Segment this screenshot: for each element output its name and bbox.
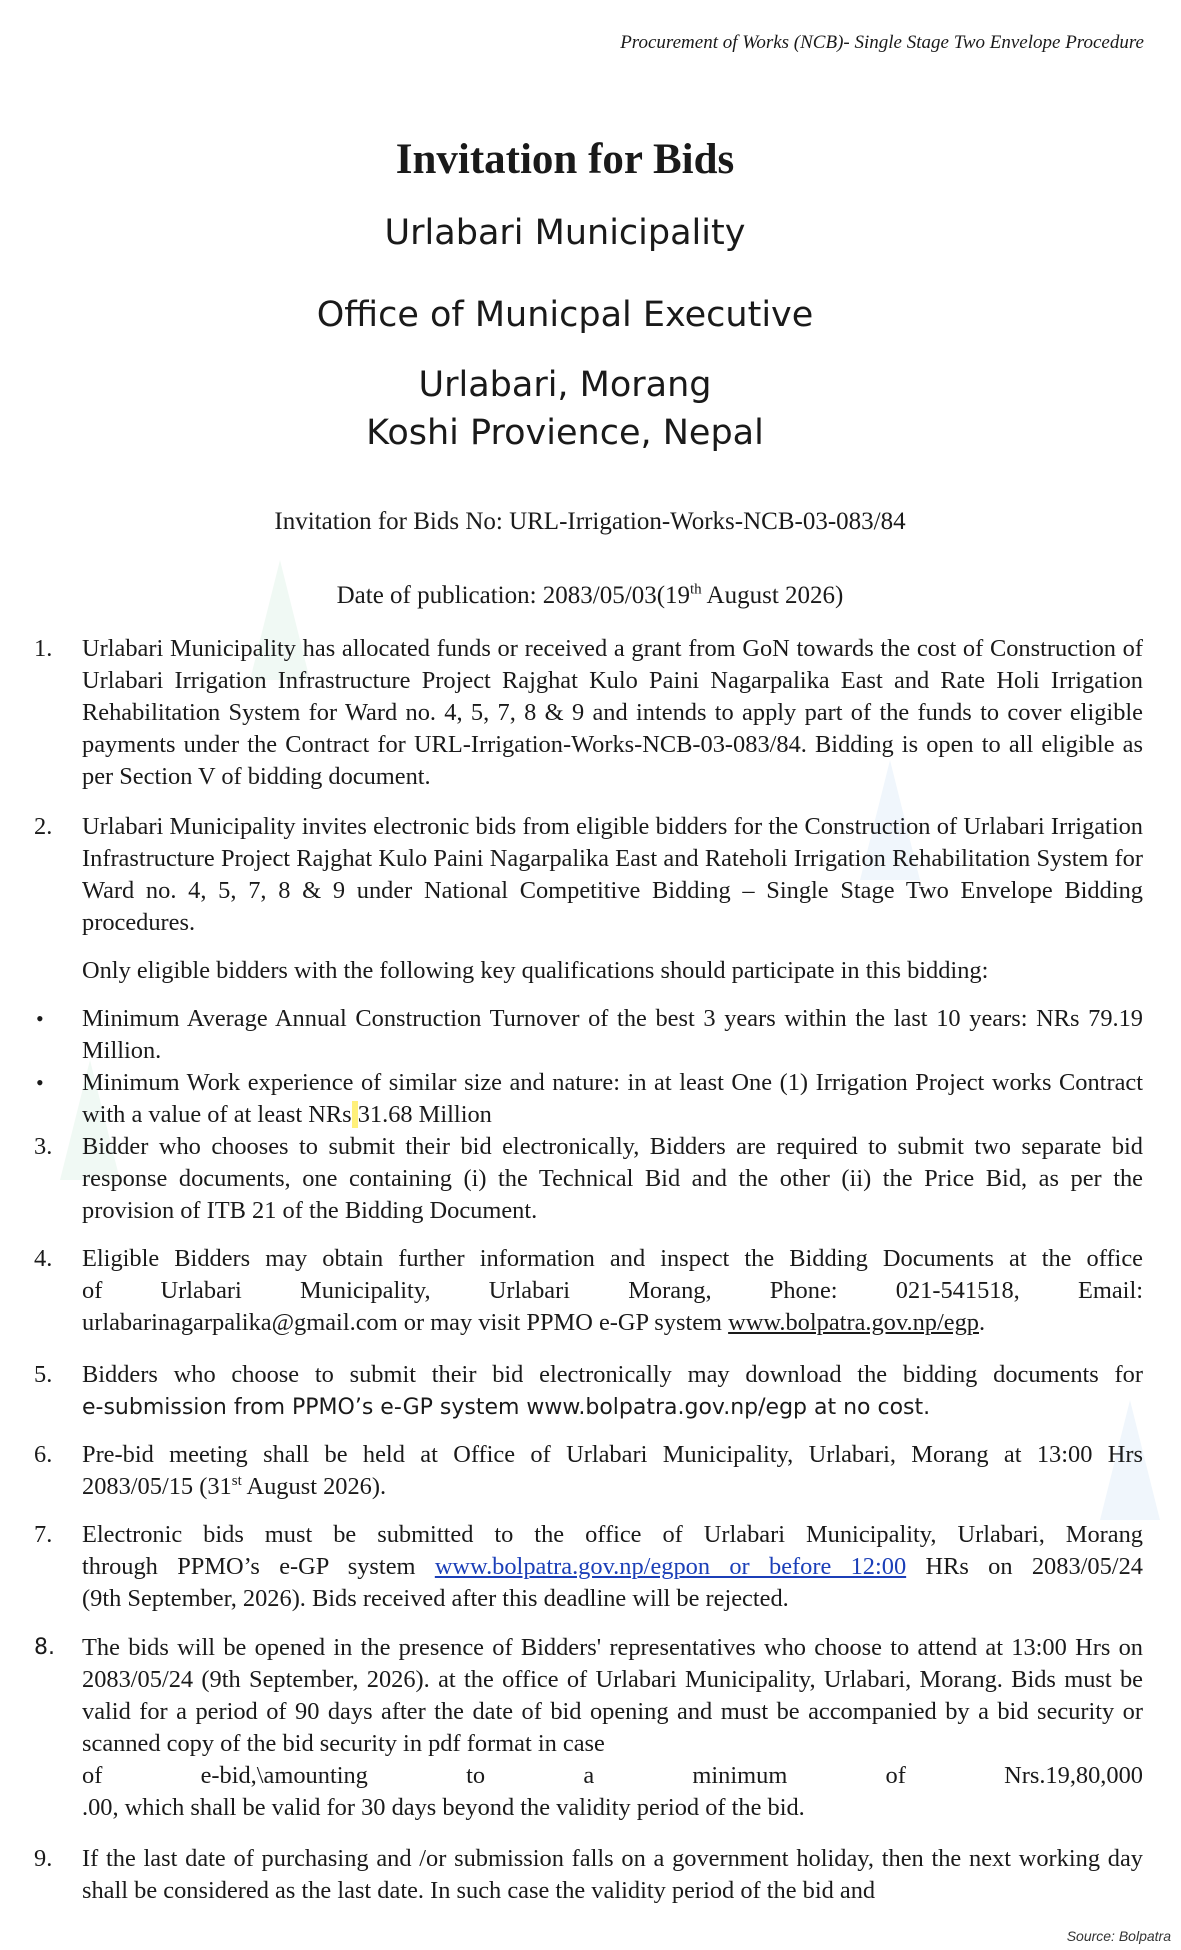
item-number: 7. — [34, 1521, 53, 1548]
item-9-text: If the last date of purchasing and /or submission falls on a government holiday, then the next working day shall be considered as the last date. In such case the validity period of the bid and — [82, 1845, 1143, 1904]
item-number: 9. — [34, 1845, 53, 1872]
ifb-number: Invitation for Bids No: URL-Irrigation-Works-NCB-03-083/84 — [274, 508, 906, 535]
item-number: 3. — [34, 1133, 53, 1160]
item-number: 1. — [34, 635, 53, 662]
item-number: 8. — [34, 1635, 55, 1660]
qualifications-intro: Only eligible bidders with the following key qualifications should participate in this bidding: — [82, 957, 989, 984]
item-6-text: Pre-bid meeting shall be held at Office of Urlabari Municipality, Urlabari, Morang at 13:00 Hrs 2083/05/15 (31st August 2026). — [82, 1441, 1143, 1500]
item-number: 5. — [34, 1361, 53, 1388]
item-number: 2. — [34, 813, 53, 840]
header-note: Procurement of Works (NCB)- Single Stage Two Envelope Procedure — [620, 32, 1144, 53]
egp-link[interactable]: www.bolpatra.gov.np/egp — [728, 1309, 979, 1336]
qualification-turnover: Minimum Average Annual Construction Turnover of the best 3 years within the last 10 years: NRs 79.19 Million. — [82, 1005, 1143, 1064]
org-province: Koshi Provience, Nepal — [366, 413, 764, 453]
item-number: 4. — [34, 1245, 53, 1272]
qualification-experience: Minimum Work experience of similar size and nature: in at least One (1) Irrigation Project works Contract with a value of at least NRs 31.68 Million — [82, 1069, 1143, 1128]
item-1-text: Urlabari Municipality has allocated funds or received a grant from GoN towards the cost of Construction of Urlabari Irrigation Infrastructure Project Rajghat Kulo Paini Nagarpalika East and Rate Holi Irrigation Rehabilitation System for Ward no. 4, 5, 7, 8 & 9 and intends to apply part of the funds to cover eligible payments under the Contract for URL-Irrigation-Works-NCB-03-083/84. Bidding is open to all eligible as per Section V of bidding document. — [82, 635, 1143, 790]
item-4-text: Eligible Bidders may obtain further information and inspect the Bidding Documents at the office of Urlabari Municipality, Urlabari Morang, Phone: 021-541518, Email: urlabarinagarpalika@gmail.com or may visit PPMO e-GP system www.bolpatra.gov.np/egp. — [82, 1245, 1143, 1336]
bullet-icon: • — [36, 1006, 44, 1031]
org-location: Urlabari, Morang — [418, 365, 712, 405]
item-2-text: Urlabari Municipality invites electronic bids from eligible bidders for the Construction of Urlabari Irrigation Infrastructure Project Rajghat Kulo Paini Nagarpalika East and Rateholi Irrigation Rehabilitation System for Ward no. 4, 5, 7, 8 & 9 under National Competitive Bidding – Single Stage Two Envelope Bidding procedures. — [82, 813, 1143, 936]
org-name: Urlabari Municipality — [384, 213, 746, 253]
publication-date: Date of publication: 2083/05/03(19th August 2026) — [336, 581, 844, 609]
item-number: 6. — [34, 1441, 53, 1468]
org-office: Office of Municpal Executive — [316, 295, 814, 335]
source-credit: Source: Bolpatra — [1066, 1928, 1171, 1944]
egp-submission-link[interactable]: www.bolpatra.gov.np/egpon or before 12:00 — [434, 1553, 907, 1580]
item-8-text: The bids will be opened in the presence of Bidders' representatives who choose to attend at 13:00 Hrs on 2083/05/24 (9th September, 2026). at the office of Urlabari Municipality, Urlabari, Morang. Bids must be valid for a period of 90 days after the date of bid opening and must be accompanied by a bid security or scanned copy of the bid security in pdf format in case of e-bid,\amounting to a minimum of Nrs.19,80,000 .00, which shall be valid for 30 days beyond the validity period of the bid. — [82, 1634, 1143, 1821]
watermark: ​ — [330, 520, 405, 595]
item-7-text: Electronic bids must be submitted to the office of Urlabari Municipality, Urlabari, Morang through PPMO’s e-GP system www.bolpatra.gov.np/egpon or before 12:00 HRs on 2083/05/24 (9th September, 2026). Bids received after this deadline will be rejected. — [82, 1521, 1143, 1612]
item-3-text: Bidder who chooses to submit their bid electronically, Bidders are required to submit two separate bid response documents, one containing (i) the Technical Bid and the other (ii) the Price Bid, as per the provision of ITB 21 of the Bidding Document. — [82, 1133, 1143, 1224]
bullet-icon: • — [36, 1070, 44, 1095]
page-title: Invitation for Bids — [395, 136, 735, 183]
item-5-text: Bidders who choose to submit their bid electronically may download the bidding documents for e-submission from PPMO’s e-GP system www.bolpatra.gov.np/egp at no cost. — [82, 1361, 1143, 1420]
